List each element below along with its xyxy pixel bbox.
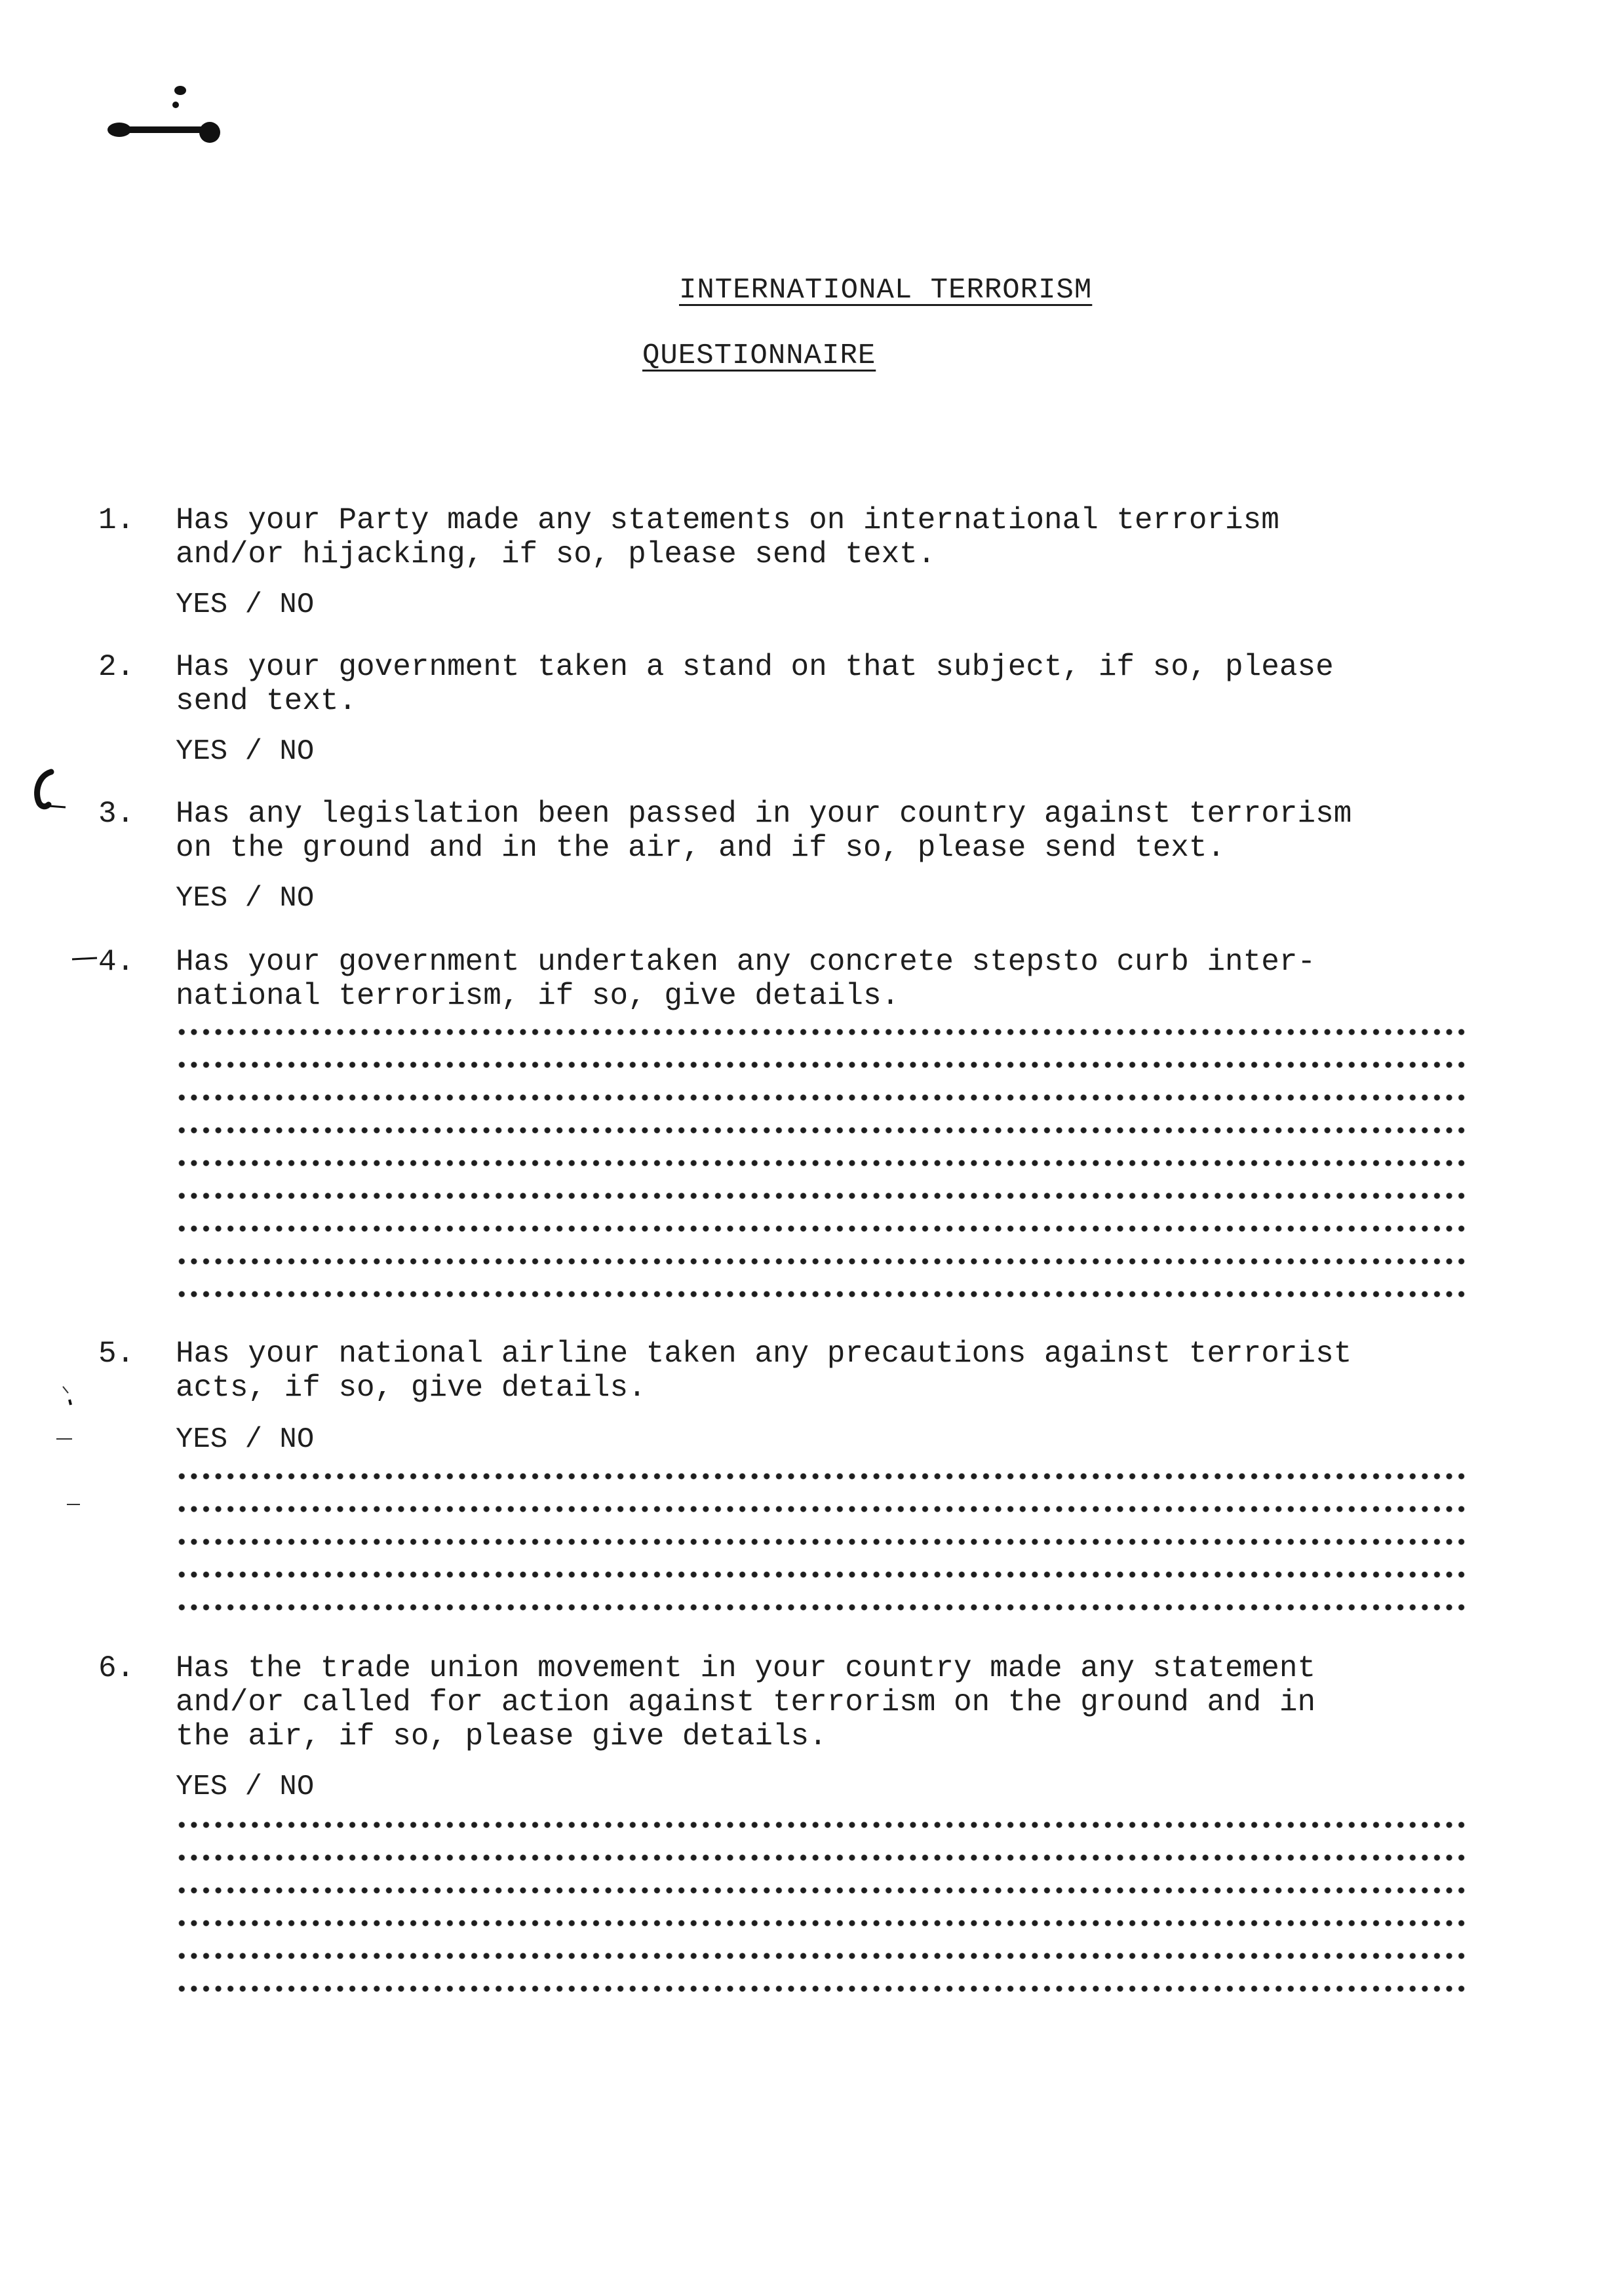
answer-line[interactable]	[176, 1854, 1468, 1861]
yes-no-answer[interactable]: YES / NO	[176, 1770, 315, 1803]
answer-line[interactable]	[176, 1539, 1468, 1545]
answer-dotted-lines[interactable]	[176, 1029, 1468, 1324]
question-number: 6.	[98, 1651, 135, 1685]
document-title: INTERNATIONAL TERRORISM	[679, 274, 1093, 307]
answer-dotted-lines[interactable]	[176, 1473, 1468, 1637]
yes-no-answer[interactable]: YES / NO	[176, 1423, 315, 1456]
question-text: Has your government taken a stand on that subject, if so, please send text.	[176, 650, 1334, 718]
answer-line[interactable]	[176, 1225, 1468, 1232]
answer-line[interactable]	[176, 1604, 1468, 1611]
answer-line[interactable]	[176, 1160, 1468, 1166]
question-text: Has your government undertaken any concrete stepsto curb inter- national terrorism, if so, give details.	[176, 945, 1316, 1013]
answer-line[interactable]	[176, 1920, 1468, 1926]
answer-line[interactable]	[176, 1953, 1468, 1959]
margin-tick-marks	[54, 1383, 93, 1527]
answer-line[interactable]	[176, 1506, 1468, 1512]
ink-smudge-mark	[105, 79, 236, 151]
answer-line[interactable]	[176, 1029, 1468, 1035]
question-text: Has your national airline taken any precautions against terrorist acts, if so, give details.	[176, 1337, 1352, 1405]
yes-no-answer[interactable]: YES / NO	[176, 735, 315, 768]
answer-line[interactable]	[176, 1985, 1468, 1992]
answer-dotted-lines[interactable]	[176, 1822, 1468, 2018]
answer-line[interactable]	[176, 1822, 1468, 1828]
answer-line[interactable]	[176, 1127, 1468, 1134]
question-text: Has the trade union movement in your country made any statement and/or called for action against terrorism on the ground and in the air, if so, please give details.	[176, 1651, 1316, 1753]
answer-line[interactable]	[176, 1094, 1468, 1101]
question-number: 5.	[98, 1337, 135, 1371]
answer-line[interactable]	[176, 1062, 1468, 1068]
answer-line[interactable]	[176, 1258, 1468, 1265]
question-text: Has any legislation been passed in your country against terrorism on the ground and in the air, and if so, please send text.	[176, 797, 1352, 865]
answer-line[interactable]	[176, 1473, 1468, 1480]
document-subtitle: QUESTIONNAIRE	[642, 339, 876, 372]
answer-line[interactable]	[176, 1193, 1468, 1199]
margin-dash-mark	[71, 944, 104, 970]
question-number: 1.	[98, 503, 135, 537]
answer-line[interactable]	[176, 1291, 1468, 1297]
answer-line[interactable]	[176, 1887, 1468, 1894]
question-number: 2.	[98, 650, 135, 684]
question-number: 4.	[98, 945, 135, 979]
margin-bracket-mark	[26, 767, 79, 819]
yes-no-answer[interactable]: YES / NO	[176, 882, 315, 915]
answer-line[interactable]	[176, 1571, 1468, 1578]
question-number: 3.	[98, 797, 135, 831]
yes-no-answer[interactable]: YES / NO	[176, 588, 315, 621]
question-text: Has your Party made any statements on international terrorism and/or hijacking, if so, please send text.	[176, 503, 1279, 571]
